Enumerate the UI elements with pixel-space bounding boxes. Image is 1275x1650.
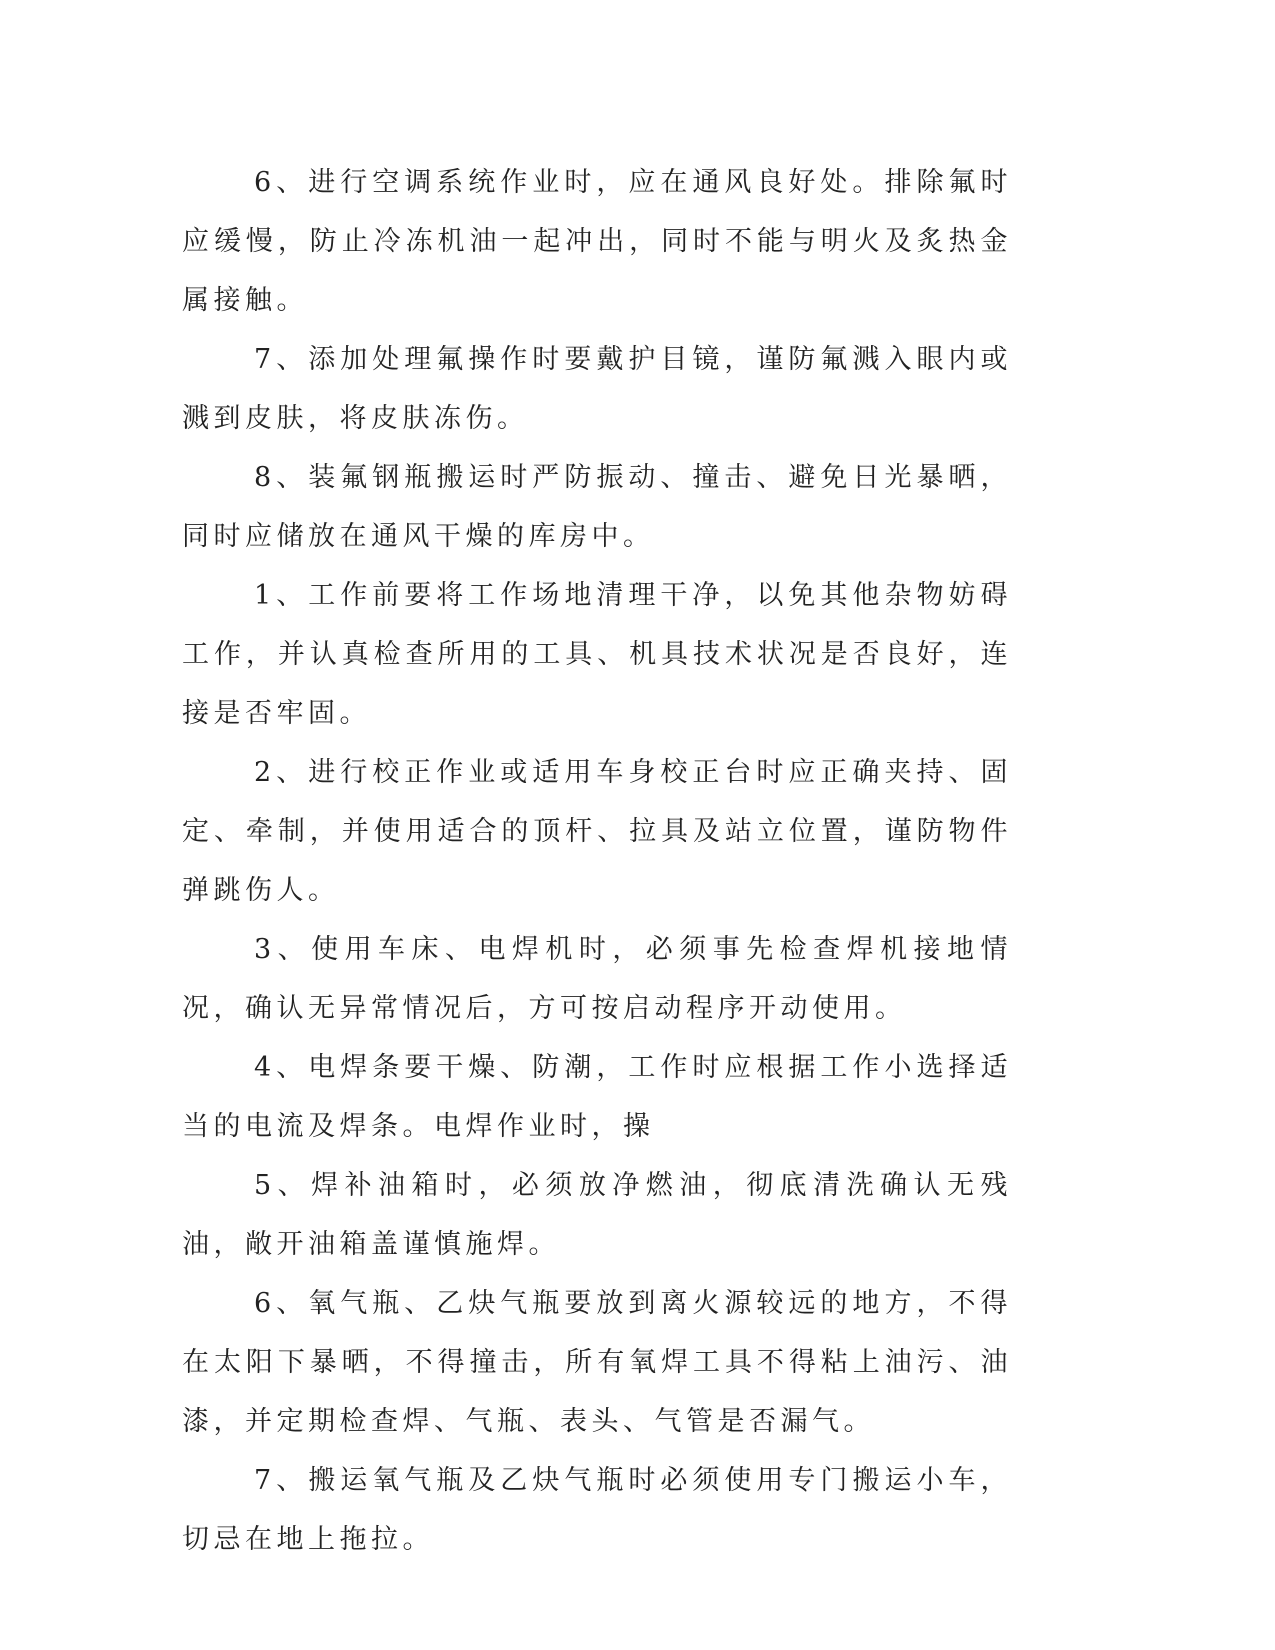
paragraph-gas-cylinder-storage: 6、氧气瓶、乙炔气瓶要放到离火源较远的地方，不得在太阳下暴晒，不得撞击，所有氧焊工具不得粘上油污、油漆，并定期检查焊、气瓶、表头、气管是否漏气。 <box>182 1288 1012 1437</box>
paragraph-goggles: 7、添加处理氟操作时要戴护目镜，谨防氟溅入眼内或溅到皮肤，将皮肤冻伤。 <box>182 344 1012 434</box>
document-body <box>182 153 1012 1569</box>
paragraph-welding-rods: 4、电焊条要干燥、防潮，工作时应根据工作小选择适当的电流及焊条。电焊作业时，操 <box>182 1052 1012 1142</box>
paragraph-air-conditioning-ventilation: 6、进行空调系统作业时，应在通风良好处。排除氟时应缓慢，防止冷冻机油一起冲出，同时不能与明火及炙热金属接触。 <box>182 167 1012 316</box>
paragraph-gas-cylinder-cart: 7、搬运氧气瓶及乙炔气瓶时必须使用专门搬运小车，切忌在地上拖拉。 <box>182 1465 1012 1555</box>
paragraph-welder-grounding: 3、使用车床、电焊机时，必须事先检查焊机接地情况，确认无异常情况后，方可按启动程序开动使用。 <box>182 934 1012 1024</box>
paragraph-fuel-tank-welding: 5、焊补油箱时，必须放净燃油，彻底清洗确认无残油，敞开油箱盖谨慎施焊。 <box>182 1170 1012 1260</box>
paragraph-workspace-cleanup: 1、工作前要将工作场地清理干净，以免其他杂物妨碍工作，并认真检查所用的工具、机具技术状况是否良好，连接是否牢固。 <box>182 580 1012 729</box>
paragraph-cylinder-transport: 8、装氟钢瓶搬运时严防振动、撞击、避免日光暴晒，同时应储放在通风干燥的库房中。 <box>182 462 1012 552</box>
paragraph-body-correction: 2、进行校正作业或适用车身校正台时应正确夹持、固定、牵制，并使用适合的顶杆、拉具及站立位置，谨防物件弹跳伤人。 <box>182 757 1012 906</box>
